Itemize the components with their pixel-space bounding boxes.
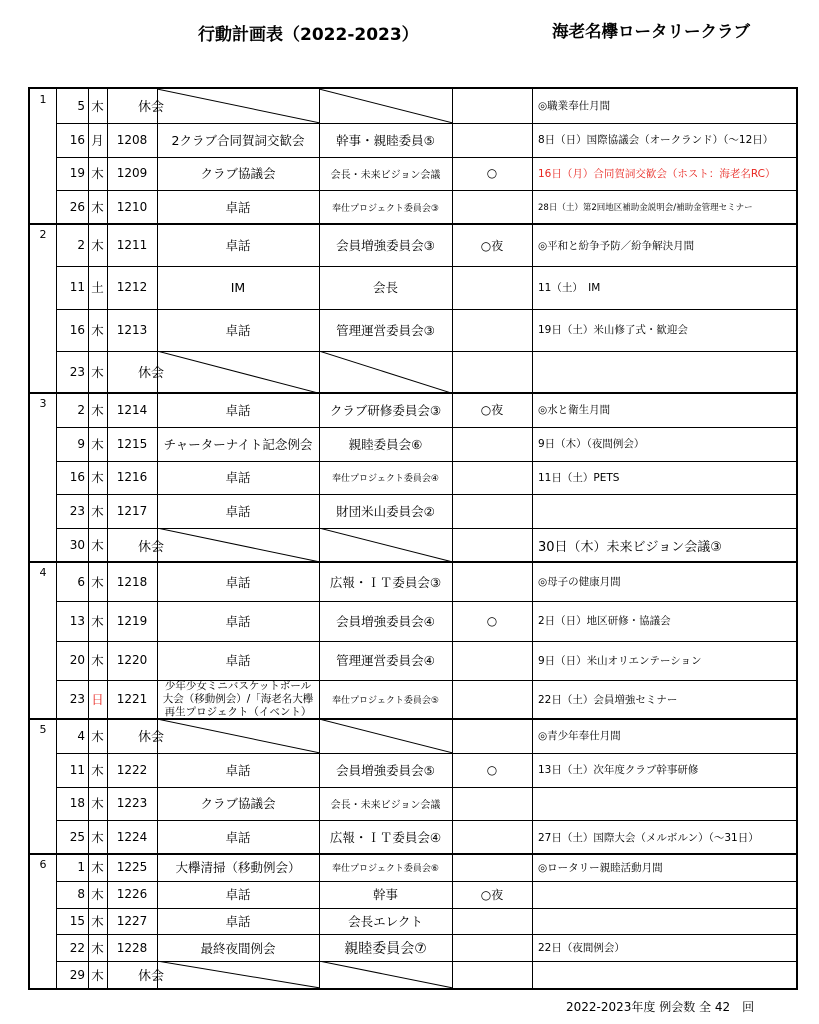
column-rule — [319, 562, 320, 719]
committee-cell: 幹事・親睦委員⑤ — [336, 132, 435, 148]
committee-cell: 広報・ＩＴ委員会④ — [329, 830, 442, 846]
weekday-cell: 土 — [91, 280, 104, 296]
day-cell: 23 — [69, 504, 85, 519]
mark-cell — [452, 351, 532, 393]
column-rule — [532, 393, 533, 562]
column-rule — [88, 393, 89, 562]
note-cell: 11日（土）PETS — [538, 471, 620, 484]
note-cell — [532, 961, 796, 988]
mark-cell — [452, 528, 532, 562]
program-cell: 卓話 — [225, 402, 251, 418]
meeting-number-cell: 1223 — [116, 796, 148, 811]
committee-cell: 奉仕プロジェクト委員会③ — [332, 203, 439, 214]
column-rule — [452, 854, 453, 988]
schedule-row — [30, 854, 796, 881]
program-cell: クラブ協議会 — [200, 166, 276, 182]
weekday-cell: 木 — [91, 728, 104, 744]
note-cell: 22日（土）会員増強セミナー — [538, 693, 678, 706]
schedule-row — [30, 89, 796, 123]
weekday-cell: 木 — [91, 887, 104, 903]
month-number: 2 — [39, 228, 47, 241]
note-cell: 9日（木）（夜間例会） — [538, 438, 645, 451]
meeting-number-cell: 1228 — [116, 940, 148, 955]
mark-cell — [452, 680, 532, 719]
month-block — [30, 719, 796, 854]
program-cell: 最終夜間例会 — [200, 940, 276, 956]
column-rule — [107, 224, 108, 393]
day-cell: 2 — [77, 402, 85, 417]
column-rule — [56, 224, 57, 393]
day-cell: 25 — [69, 830, 85, 845]
column-rule — [532, 224, 533, 393]
note-cell: ◎職業奉仕月間 — [538, 100, 611, 113]
program-cell: 少年少女ミニバスケットボール大会（移動例会）/「海老名大欅再生プロジェクト（イベント） — [162, 679, 314, 718]
weekday-cell: 木 — [91, 322, 104, 338]
program-cell: 卓話 — [225, 913, 251, 929]
meeting-number-cell: 1225 — [116, 860, 148, 875]
column-rule — [452, 562, 453, 719]
day-cell: 19 — [69, 166, 85, 181]
column-rule — [319, 89, 320, 224]
column-rule — [157, 854, 158, 988]
note-cell — [532, 351, 796, 393]
meeting-number-cell: 1227 — [116, 913, 148, 928]
schedule-row — [30, 528, 796, 562]
weekday-cell: 日 — [91, 692, 104, 708]
weekday-cell: 木 — [91, 436, 104, 452]
program-cell: 休会 — [138, 539, 165, 555]
column-rule — [452, 719, 453, 854]
month-block — [30, 89, 796, 224]
program-cell: 卓話 — [225, 762, 251, 778]
club-name: 海老名欅ロータリークラブ — [552, 22, 750, 41]
note-cell: 19日（土）米山修了式・歓迎会 — [538, 324, 688, 337]
weekday-cell: 木 — [91, 967, 104, 983]
weekday-cell: 木 — [91, 913, 104, 929]
column-rule — [107, 719, 108, 854]
mark-cell: ○ — [486, 762, 498, 777]
day-cell: 13 — [69, 613, 85, 628]
day-cell: 9 — [77, 436, 85, 451]
note-cell — [532, 908, 796, 935]
column-rule — [157, 224, 158, 393]
column-rule — [319, 719, 320, 854]
schedule-row — [30, 461, 796, 495]
column-rule — [107, 562, 108, 719]
program-cell: クラブ協議会 — [200, 796, 276, 812]
note-cell — [532, 787, 796, 821]
committee-cell: 親睦委員会⑥ — [348, 436, 423, 452]
mark-cell — [452, 719, 532, 753]
diagonal-strike — [157, 351, 319, 393]
month-block — [30, 393, 796, 562]
column-rule — [88, 854, 89, 988]
schedule-row — [30, 309, 796, 351]
weekday-cell: 木 — [91, 402, 104, 418]
weekday-cell: 木 — [91, 762, 104, 778]
committee-cell: 会員増強委員会④ — [336, 613, 435, 629]
program-cell: 2クラブ合同賀詞交歓会 — [171, 132, 305, 148]
mark-cell — [452, 641, 532, 680]
meeting-number-cell: 1208 — [116, 132, 148, 147]
weekday-cell: 木 — [91, 200, 104, 216]
schedule-table — [28, 87, 798, 990]
meeting-number-cell: 1226 — [116, 887, 148, 902]
weekday-cell: 木 — [91, 238, 104, 254]
mark-cell — [452, 190, 532, 224]
column-rule — [532, 562, 533, 719]
column-rule — [88, 89, 89, 224]
day-cell: 20 — [69, 653, 85, 668]
committee-cell: 幹事 — [372, 887, 398, 903]
day-cell: 18 — [69, 796, 85, 811]
committee-cell: 管理運営委員会④ — [336, 653, 435, 669]
day-cell: 16 — [69, 322, 85, 337]
mark-cell — [452, 820, 532, 854]
meeting-number-cell: 1214 — [116, 402, 148, 417]
note-cell: ◎母子の健康月間 — [538, 576, 621, 589]
note-cell: 28日（土）第2回地区補助金説明会/補助金管理セミナー — [538, 203, 753, 214]
column-rule — [157, 89, 158, 224]
day-cell: 1 — [77, 860, 85, 875]
note-cell: 2日（日）地区研修・協議会 — [538, 615, 671, 628]
diagonal-strike — [319, 961, 452, 988]
schedule-row — [30, 601, 796, 640]
mark-cell — [452, 266, 532, 308]
schedule-row — [30, 427, 796, 461]
schedule-row — [30, 123, 796, 157]
mark-cell — [452, 562, 532, 601]
day-cell: 6 — [77, 574, 85, 589]
weekday-cell: 木 — [91, 504, 104, 520]
column-rule — [319, 224, 320, 393]
schedule-row — [30, 266, 796, 308]
weekday-cell: 木 — [91, 166, 104, 182]
mark-cell — [452, 787, 532, 821]
program-cell: 休会 — [138, 366, 165, 382]
column-rule — [157, 719, 158, 854]
committee-cell: 会長・未来ビジョン会議 — [330, 169, 441, 181]
committee-cell: 管理運営委員会③ — [336, 322, 435, 338]
program-cell: 卓話 — [225, 238, 251, 254]
column-rule — [532, 89, 533, 224]
meeting-number-cell: 1220 — [116, 653, 148, 668]
committee-cell: 財団米山委員会② — [336, 504, 435, 520]
mark-cell — [452, 89, 532, 123]
schedule-row — [30, 961, 796, 988]
column-rule — [56, 719, 57, 854]
diagonal-strike — [319, 719, 452, 753]
meeting-number-cell: 1211 — [116, 238, 148, 253]
program-cell: 卓話 — [225, 887, 251, 903]
month-number: 4 — [39, 566, 47, 579]
schedule-row — [30, 494, 796, 528]
mark-cell: ○夜 — [480, 887, 504, 902]
meeting-number-cell: 1216 — [116, 470, 148, 485]
program-cell: 休会 — [138, 730, 165, 746]
day-cell: 16 — [69, 132, 85, 147]
column-rule — [157, 562, 158, 719]
meeting-count: 2022-2023年度 例会数 全 42 回 — [566, 1000, 755, 1014]
day-cell: 5 — [77, 98, 85, 113]
meeting-number-cell: 1224 — [116, 830, 148, 845]
program-cell: 大欅清掃（移動例会） — [175, 860, 301, 876]
program-cell: チャーターナイト記念例会 — [163, 436, 313, 452]
committee-cell: 会員増強委員会⑤ — [336, 762, 435, 778]
weekday-cell: 木 — [91, 574, 104, 590]
program-cell: 休会 — [138, 969, 165, 985]
note-cell: 22日（夜間例会） — [538, 942, 625, 955]
program-cell: 休会 — [138, 100, 165, 116]
weekday-cell: 木 — [91, 830, 104, 846]
day-cell: 2 — [77, 238, 85, 253]
weekday-cell: 月 — [91, 132, 104, 148]
meeting-number-cell: 1221 — [116, 692, 148, 707]
schedule-row — [30, 753, 796, 787]
note-cell: 16日（月）合同賀詞交歓会（ホスト：海老名RC） — [538, 167, 776, 180]
weekday-cell: 木 — [91, 653, 104, 669]
weekday-cell: 木 — [91, 796, 104, 812]
diagonal-strike — [157, 89, 319, 123]
diagonal-strike — [157, 528, 319, 562]
day-cell: 16 — [69, 470, 85, 485]
month-block — [30, 854, 796, 988]
weekday-cell: 木 — [91, 364, 104, 380]
month-block — [30, 562, 796, 719]
weekday-cell: 木 — [91, 470, 104, 486]
diagonal-strike — [319, 89, 452, 123]
column-rule — [88, 719, 89, 854]
note-cell: ◎水と衛生月間 — [538, 404, 611, 417]
committee-cell: 会長エレクト — [348, 913, 423, 929]
note-cell: 11（土） IM — [538, 281, 601, 294]
diagonal-strike — [157, 719, 319, 753]
day-cell: 11 — [69, 280, 85, 295]
column-rule — [452, 393, 453, 562]
note-cell: 27日（土）国際大会（メルボルン）（～31日） — [538, 831, 759, 844]
committee-cell: クラブ研修委員会③ — [329, 402, 442, 418]
schedule-row — [30, 820, 796, 854]
committee-cell: 会長・未来ビジョン会議 — [330, 799, 441, 811]
committee-cell: 奉仕プロジェクト委員会⑥ — [332, 863, 439, 874]
weekday-cell: 木 — [91, 98, 104, 114]
day-cell: 23 — [69, 364, 85, 379]
weekday-cell: 木 — [91, 538, 104, 554]
column-rule — [88, 562, 89, 719]
mark-cell — [452, 854, 532, 881]
schedule-row — [30, 562, 796, 601]
month-block — [30, 224, 796, 393]
weekday-cell: 木 — [91, 613, 104, 629]
mark-cell — [452, 123, 532, 157]
mark-cell: ○夜 — [480, 238, 504, 253]
month-number: 1 — [39, 93, 47, 106]
day-cell: 22 — [69, 940, 85, 955]
program-cell: 卓話 — [225, 470, 251, 486]
committee-cell: 奉仕プロジェクト委員会④ — [332, 473, 439, 484]
program-cell: 卓話 — [225, 504, 251, 520]
day-cell: 26 — [69, 200, 85, 215]
committee-cell: 会長 — [372, 280, 398, 296]
column-rule — [452, 224, 453, 393]
meeting-number-cell: 1219 — [116, 613, 148, 628]
mark-cell — [452, 494, 532, 528]
column-rule — [319, 854, 320, 988]
schedule-row — [30, 190, 796, 224]
meeting-number-cell: 1213 — [116, 322, 148, 337]
program-cell: 卓話 — [225, 613, 251, 629]
meeting-number-cell: 1215 — [116, 436, 148, 451]
column-rule — [107, 854, 108, 988]
schedule-row — [30, 680, 796, 719]
committee-cell: 親睦委員会⑦ — [344, 940, 427, 957]
committee-cell: 奉仕プロジェクト委員会⑤ — [332, 695, 439, 706]
meeting-number-cell: 1209 — [116, 166, 148, 181]
diagonal-strike — [319, 351, 452, 393]
schedule-row — [30, 934, 796, 961]
schedule-row — [30, 881, 796, 908]
column-rule — [56, 562, 57, 719]
day-cell: 23 — [69, 692, 85, 707]
column-rule — [107, 89, 108, 224]
column-rule — [107, 393, 108, 562]
schedule-row — [30, 641, 796, 680]
weekday-cell: 木 — [91, 940, 104, 956]
mark-cell: ○夜 — [480, 403, 504, 418]
note-cell: 30日（木）未来ビジョン会議③ — [538, 539, 722, 555]
column-rule — [56, 854, 57, 988]
mark-cell: ○ — [486, 166, 498, 181]
note-cell — [532, 494, 796, 528]
committee-cell: 会員増強委員会③ — [336, 238, 435, 254]
program-cell: 卓話 — [225, 653, 251, 669]
note-cell: 9日（日）米山オリエンテーション — [538, 654, 702, 667]
schedule-row — [30, 157, 796, 191]
page-title: 行動計画表（2022-2023） — [198, 25, 419, 45]
mark-cell — [452, 461, 532, 495]
column-rule — [452, 89, 453, 224]
day-cell: 4 — [77, 728, 85, 743]
month-number: 6 — [39, 858, 47, 871]
schedule-row — [30, 908, 796, 935]
day-cell: 15 — [69, 913, 85, 928]
meeting-number-cell: 1212 — [116, 280, 148, 295]
column-rule — [532, 719, 533, 854]
note-cell: ◎平和と紛争予防／紛争解決月間 — [538, 239, 695, 252]
note-cell: ◎ロータリー親睦活動月間 — [538, 861, 663, 874]
program-cell: 卓話 — [225, 200, 251, 216]
month-number: 5 — [39, 723, 47, 736]
mark-cell — [452, 961, 532, 988]
day-cell: 29 — [69, 967, 85, 982]
column-rule — [319, 393, 320, 562]
mark-cell: ○ — [486, 613, 498, 628]
program-cell: 卓話 — [225, 574, 251, 590]
month-number: 3 — [39, 397, 47, 410]
meeting-number-cell: 1217 — [116, 504, 148, 519]
column-rule — [56, 89, 57, 224]
column-rule — [532, 854, 533, 988]
mark-cell — [452, 934, 532, 961]
schedule-row — [30, 224, 796, 266]
schedule-row — [30, 787, 796, 821]
day-cell: 8 — [77, 887, 85, 902]
diagonal-strike — [319, 528, 452, 562]
column-rule — [88, 224, 89, 393]
schedule-row — [30, 719, 796, 753]
mark-cell — [452, 908, 532, 935]
column-rule — [56, 393, 57, 562]
meeting-number-cell: 1222 — [116, 762, 148, 777]
committee-cell: 広報・ＩＴ委員会③ — [329, 574, 442, 590]
program-cell: IM — [230, 279, 246, 295]
diagonal-strike — [157, 961, 319, 988]
note-cell: 13日（土）次年度クラブ幹事研修 — [538, 764, 699, 777]
day-cell: 30 — [69, 538, 85, 553]
meeting-number-cell: 1218 — [116, 574, 148, 589]
note-cell: 8日（日）国際協議会（オークランド）（～12日） — [538, 134, 774, 147]
note-cell: ◎青少年奉仕月間 — [538, 730, 621, 743]
schedule-row — [30, 393, 796, 427]
program-cell: 卓話 — [225, 830, 251, 846]
meeting-number-cell: 1210 — [116, 200, 148, 215]
schedule-row — [30, 351, 796, 393]
column-rule — [157, 393, 158, 562]
mark-cell — [452, 427, 532, 461]
note-cell — [532, 881, 796, 908]
weekday-cell: 木 — [91, 860, 104, 876]
day-cell: 11 — [69, 762, 85, 777]
mark-cell — [452, 309, 532, 351]
program-cell: 卓話 — [225, 322, 251, 338]
